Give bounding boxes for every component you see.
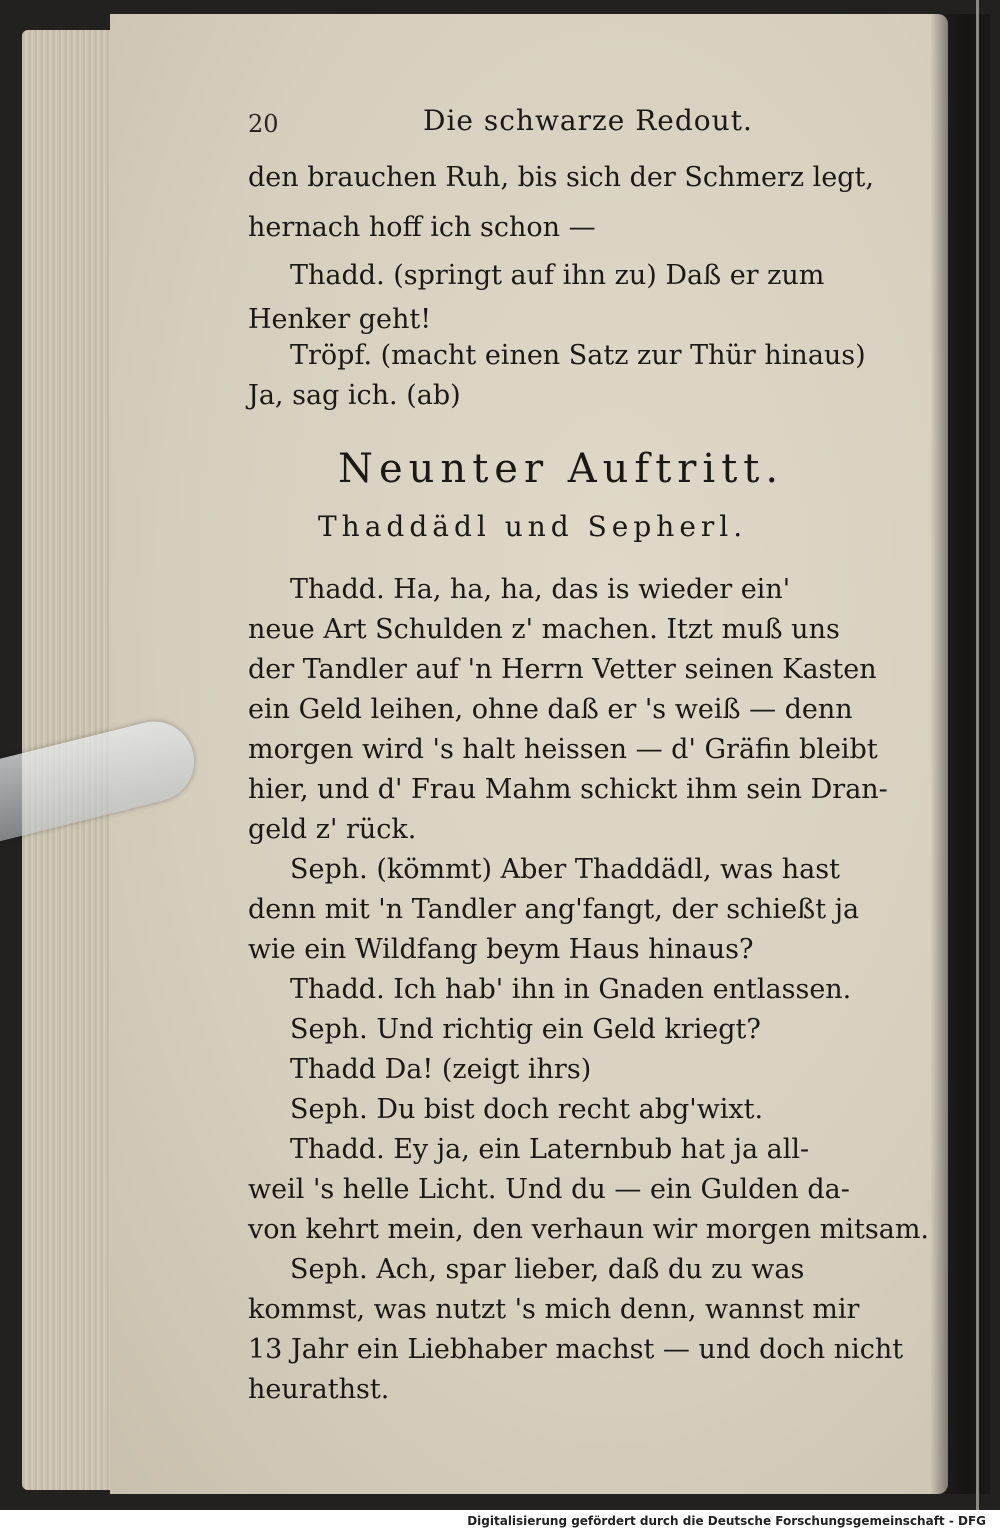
running-title: Die schwarze Redout. <box>423 104 753 137</box>
text-line: hernach hoff ich schon — <box>248 212 596 243</box>
text-line: ein Geld leihen, ohne daß er 's weiß — denn <box>248 694 853 725</box>
text-line: Thadd. (springt auf ihn zu) Daß er zum <box>290 260 825 291</box>
text-line: hier, und d' Frau Mahm schickt ihm sein Dran- <box>248 774 888 805</box>
text-line: 13 Jahr ein Liebhaber machst — und doch nicht <box>248 1334 904 1365</box>
text-line: Henker geht! <box>248 304 432 335</box>
text-line: geld z' rück. <box>248 814 417 845</box>
text-line: der Tandler auf 'n Herrn Vetter seinen Kasten <box>248 654 877 685</box>
footer-credit: Digitalisierung gefördert durch die Deutsche Forschungsgemeinschaft - DFG <box>467 1514 986 1528</box>
gutter-shadow <box>930 14 990 1494</box>
text-line: kommst, was nutzt 's mich denn, wannst mir <box>248 1294 860 1325</box>
text-line: Thadd. Ey ja, ein Laternbub hat ja all- <box>290 1134 810 1165</box>
text-line: den brauchen Ruh, bis sich der Schmerz legt, <box>248 162 874 193</box>
text-line: Ja, sag ich. (ab) <box>248 380 461 411</box>
text-line: denn mit 'n Tandler ang'fangt, der schießt ja <box>248 894 860 925</box>
text-line: wie ein Wildfang beym Haus hinaus? <box>248 934 754 965</box>
text-line: Seph. (kömmt) Aber Thaddädl, was hast <box>290 854 840 885</box>
text-line: Thadd. Ich hab' ihn in Gnaden entlassen. <box>290 974 852 1005</box>
text-line: von kehrt mein, den verhaun wir morgen mitsam. <box>248 1214 929 1245</box>
scene-heading: Neunter Auftritt. <box>338 446 785 492</box>
text-line: Thadd. Ha, ha, ha, das is wieder ein' <box>290 574 791 605</box>
page-number: 20 <box>248 110 279 138</box>
scanner-frame-line <box>976 0 979 1510</box>
text-line: Seph. Ach, spar lieber, daß du zu was <box>290 1254 805 1285</box>
text-line: morgen wird 's halt heissen — d' Gräfin bleibt <box>248 734 878 765</box>
text-line: Thadd Da! (zeigt ihrs) <box>290 1054 592 1085</box>
scene-characters: Thaddädl und Sepherl. <box>318 510 748 543</box>
text-line: weil 's helle Licht. Und du — ein Gulden da- <box>248 1174 850 1205</box>
text-line: Tröpf. (macht einen Satz zur Thür hinaus) <box>290 340 866 371</box>
text-line: Seph. Und richtig ein Geld kriegt? <box>290 1014 761 1045</box>
footer-bar <box>0 1510 1000 1535</box>
text-line: Seph. Du bist doch recht abg'wixt. <box>290 1094 764 1125</box>
page-header <box>248 100 888 140</box>
text-line: heurathst. <box>248 1374 390 1405</box>
text-line: neue Art Schulden z' machen. Itzt muß uns <box>248 614 840 645</box>
